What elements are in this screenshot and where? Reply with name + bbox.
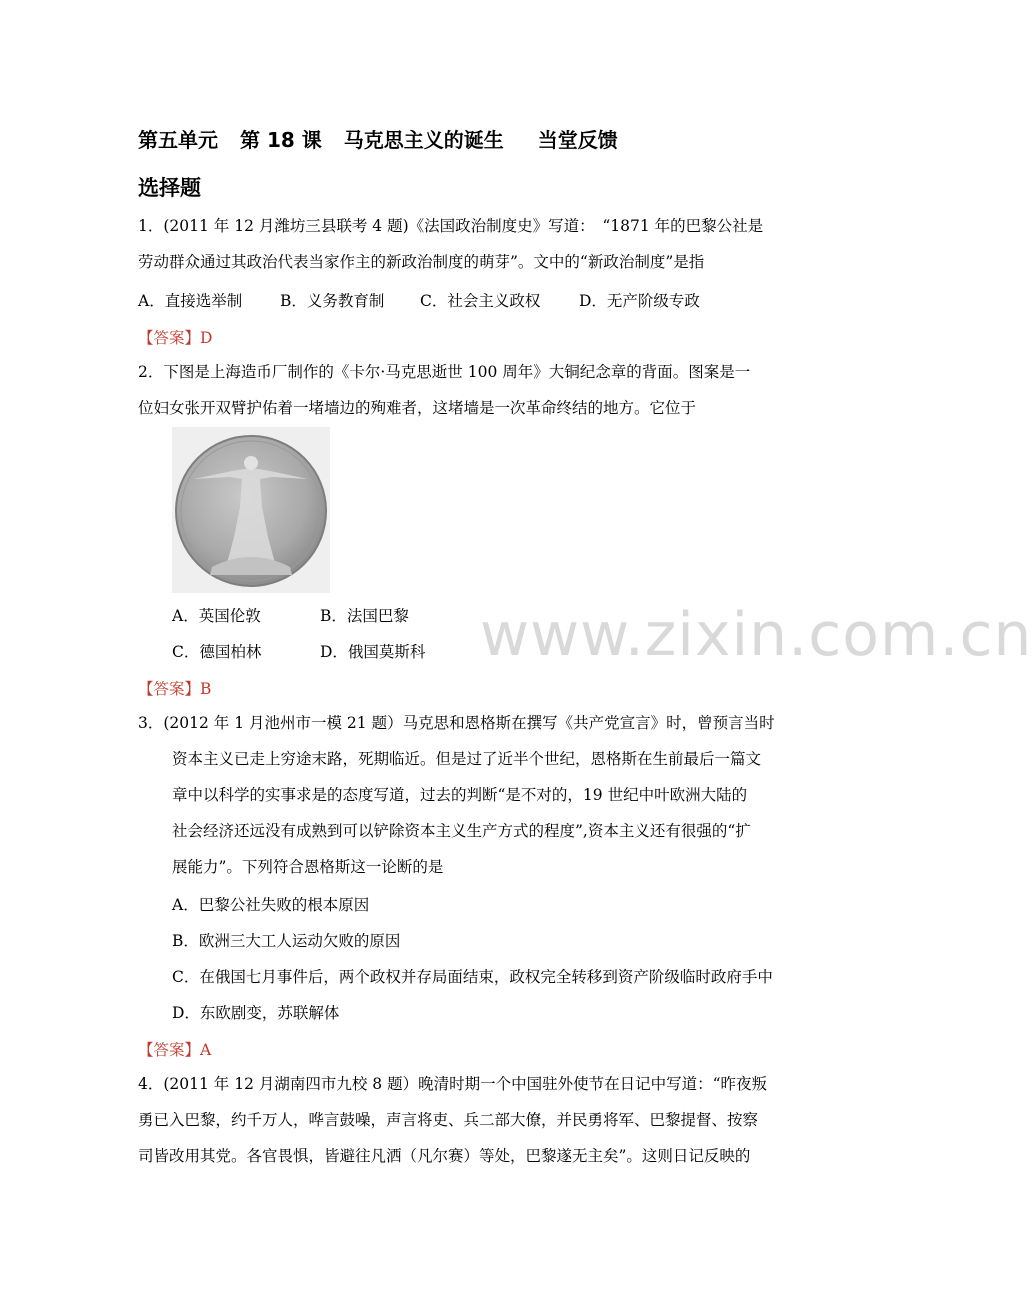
page-title: [138, 124, 640, 153]
q3-answer: [138, 1038, 211, 1060]
answer-value: B: [200, 680, 212, 698]
q2-line-1: 2．下图是上海造币厂制作的《卡尔·马克思逝世 100 周年》大铜纪念章的背面。图案是一: [138, 363, 751, 381]
q1-line-1: 1．(2011 年 12 月潍坊三县联考 4 题)《法国政治制度史》写道： “1871 年的巴黎公社是: [138, 217, 764, 235]
q2-option-a: A．英国伦敦: [172, 607, 261, 625]
section-title: 选择题: [138, 176, 201, 200]
q3-line-5: 展能力”。下列符合恩格斯这一论断的是: [172, 858, 444, 876]
q4-line-3: 司皆改用其党。各官畏惧，皆避往凡洒（凡尔赛）等处，巴黎遂无主矣”。这则日记反映的: [138, 1147, 751, 1165]
lesson-label: 第 18 课: [240, 128, 322, 152]
q3-line-1: 3．(2012 年 1 月池州市一模 21 题）马克思和恩格斯在撰写《共产党宣言》时，曾预言当时: [138, 714, 775, 732]
watermark: www.zixin.com.cn: [480, 600, 1032, 670]
q1-option-a: A．直接选举制: [138, 292, 243, 310]
answer-label: 【答案】: [138, 680, 201, 698]
q4-line-2: 勇已入巴黎，约千万人，哗言鼓噪，声言将吏、兵二部大僚，并民勇将军、巴黎提督、按察: [138, 1111, 759, 1129]
q3-option-c: C．在俄国七月事件后，两个政权并存局面结束，政权完全转移到资产阶级临时政府手中: [172, 968, 773, 986]
q3-option-b: B．欧洲三大工人运动欠败的原因: [172, 932, 401, 950]
answer-value: D: [200, 329, 213, 347]
q3-line-2: 资本主义已走上穷途末路，死期临近。但是过了近半个世纪，恩格斯在生前最后一篇文: [172, 750, 762, 768]
medal-image: [172, 427, 330, 593]
unit-label: 第五单元: [138, 128, 218, 152]
q2-option-d: D．俄国莫斯科: [320, 643, 426, 661]
medal-illustration: [172, 427, 330, 593]
answer-label: 【答案】: [138, 329, 201, 347]
q2-option-c: C．德国柏林: [172, 643, 262, 661]
q2-line-2: 位妇女张开双臂护佑着一堵墙边的殉难者，这堵墙是一次革命终结的地方。它位于: [138, 399, 697, 417]
q1-option-c: C．社会主义政权: [420, 292, 541, 310]
q1-option-d: D．无产阶级专政: [579, 292, 700, 310]
q1-line-2: 劳动群众通过其政治代表当家作主的新政治制度的萌芽”。文中的“新政治制度”是指: [138, 253, 705, 271]
q3-line-4: 社会经济还远没有成熟到可以铲除资本主义生产方式的程度”,资本主义还有很强的“扩: [172, 822, 751, 840]
q1-option-b: B．义务教育制: [280, 292, 385, 310]
answer-value: A: [200, 1041, 212, 1059]
q2-answer: [138, 677, 211, 699]
q3-option-d: D．东欧剧变，苏联解体: [172, 1004, 340, 1022]
q3-line-3: 章中以科学的实事求是的态度写道，过去的判断“是不对的，19 世纪中叶欧洲大陆的: [172, 786, 748, 804]
q1-answer: [138, 326, 212, 348]
kind-label: 当堂反馈: [537, 128, 618, 152]
answer-label: 【答案】: [138, 1041, 201, 1059]
q3-option-a: A．巴黎公社失败的根本原因: [172, 896, 370, 914]
topic-label: 马克思主义的诞生: [343, 128, 504, 152]
q4-line-1: 4．(2011 年 12 月湖南四市九校 8 题）晚清时期一个中国驻外使节在日记中写道：“昨夜叛: [138, 1075, 768, 1093]
q2-option-b: B．法国巴黎: [320, 607, 409, 625]
